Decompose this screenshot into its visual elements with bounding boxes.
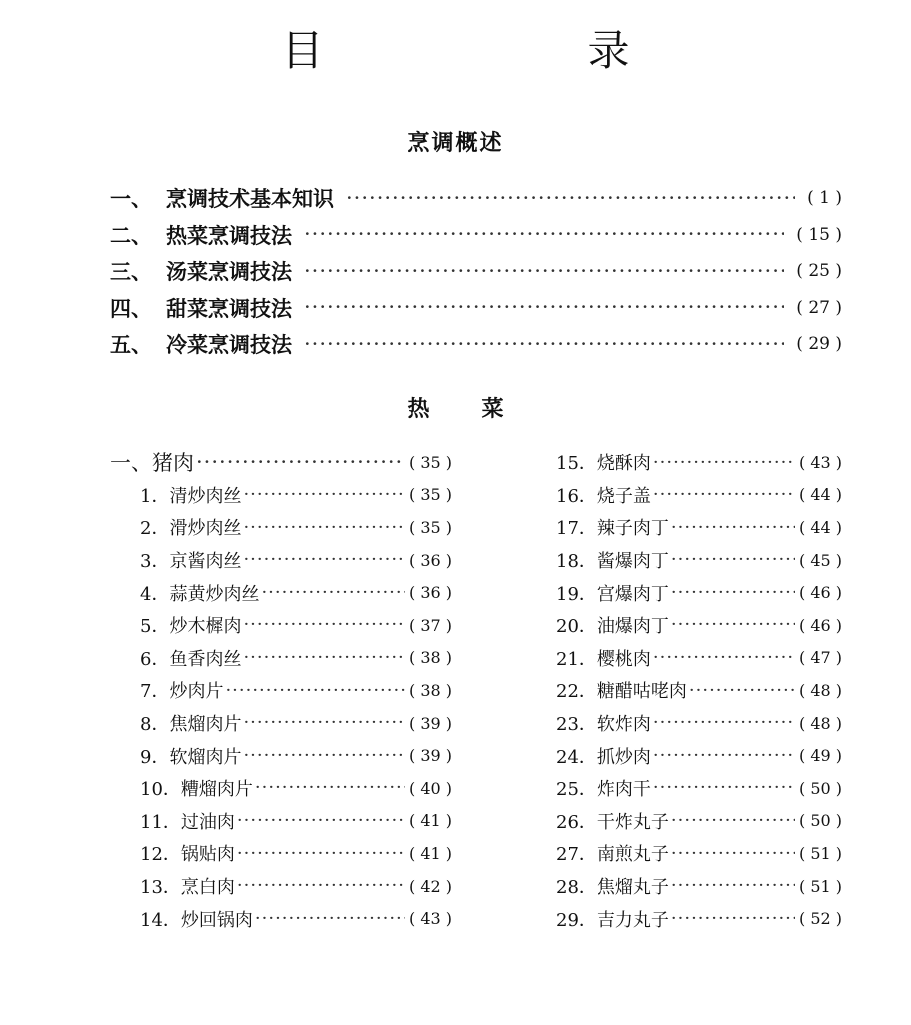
toc-entry-row[interactable] (526, 479, 842, 512)
toc-entry-label: 软熘肉片 (169, 746, 242, 768)
toc-entry-row[interactable] (110, 674, 452, 707)
toc-entry-label: 辣子肉丁 (596, 518, 669, 540)
toc-entry-label: 炒肉片 (169, 681, 224, 703)
dot-leader (671, 875, 795, 897)
dot-leader (304, 259, 784, 284)
toc-entry-number: 三、 (110, 259, 152, 285)
toc-entry-row[interactable] (526, 805, 842, 838)
dot-leader (237, 875, 405, 897)
toc-entry-label: 滑炒肉丝 (169, 518, 242, 540)
toc-entry-number: 16． (556, 485, 597, 507)
dot-leader (671, 614, 795, 636)
toc-page-number: ( 47 ) (798, 648, 842, 668)
toc-entry-label: 干炸丸子 (596, 811, 669, 833)
dot-leader (255, 777, 405, 799)
toc-page-number: ( 44 ) (798, 485, 842, 505)
toc-entry-row[interactable] (526, 739, 842, 772)
toc-entry-row[interactable] (526, 544, 842, 577)
toc-entry-number: 17． (556, 518, 597, 540)
toc-entry-number: 一、 (110, 451, 152, 476)
dot-leader (243, 517, 405, 539)
toc-entry-row[interactable] (110, 642, 452, 675)
toc-page-number: ( 39 ) (408, 746, 452, 766)
toc-page-number: ( 46 ) (798, 615, 842, 635)
dot-leader (671, 517, 795, 539)
toc-page-number: ( 52 ) (798, 909, 842, 929)
toc-page-number: ( 49 ) (798, 746, 842, 766)
toc-entry-label: 糟熘肉片 (180, 779, 253, 801)
dot-leader (653, 452, 795, 474)
dot-leader (237, 843, 405, 865)
toc-entry-row[interactable] (110, 870, 452, 903)
toc-entry-row[interactable] (526, 870, 842, 903)
toc-entry-label: 南煎丸子 (596, 844, 669, 866)
toc-entry-label: 锅贴肉 (180, 844, 235, 866)
toc-entry-label: 烹白肉 (180, 877, 235, 899)
toc-entry-number: 二、 (110, 222, 152, 248)
toc-page-number: ( 38 ) (408, 648, 452, 668)
toc-entry-number: 23． (556, 714, 597, 736)
toc-entry-label: 甜菜烹调技法 (166, 295, 292, 321)
toc-entry-row[interactable] (110, 511, 452, 544)
toc-entry-number: 7． (140, 681, 170, 703)
toc-entry-number: 14． (140, 909, 181, 931)
toc-entry-label: 油爆肉丁 (596, 616, 669, 638)
toc-page-number: ( 41 ) (408, 843, 452, 863)
dot-leader (237, 810, 405, 832)
toc-entry-row[interactable] (110, 576, 452, 609)
dot-leader (653, 777, 795, 799)
toc-entry-row[interactable] (110, 707, 452, 740)
dot-leader (304, 295, 784, 320)
toc-entry-row[interactable] (526, 511, 842, 544)
dot-leader (671, 549, 795, 571)
toc-entry-label: 鱼香肉丝 (169, 648, 242, 670)
toc-entry-number: 28． (556, 877, 597, 899)
overview-toc-list (110, 180, 842, 363)
toc-page-number: ( 15 ) (796, 224, 842, 245)
toc-entry-row[interactable] (110, 217, 842, 254)
toc-entry-number: 10． (140, 779, 181, 801)
toc-entry-row[interactable] (110, 805, 452, 838)
hot-dishes-right-column (526, 446, 842, 935)
toc-entry-row[interactable] (110, 739, 452, 772)
toc-page-number: ( 27 ) (796, 297, 842, 318)
dot-leader (671, 810, 795, 832)
toc-page-number: ( 36 ) (408, 550, 452, 570)
toc-entry-number: 25． (556, 779, 597, 801)
toc-entry-number: 3． (140, 551, 170, 573)
toc-page-number: ( 36 ) (408, 583, 452, 603)
toc-page-number: ( 43 ) (408, 909, 452, 929)
dot-leader (346, 186, 795, 211)
toc-entry-number: 8． (140, 714, 170, 736)
toc-entry-label: 樱桃肉 (596, 648, 651, 670)
toc-entry-number: 19． (556, 583, 597, 605)
dot-leader (243, 647, 405, 669)
toc-page-number: ( 50 ) (798, 811, 842, 831)
dot-leader (261, 582, 405, 604)
toc-entry-label: 烹调技术基本知识 (166, 186, 334, 212)
toc-page-number: ( 45 ) (798, 550, 842, 570)
toc-page-number: ( 42 ) (408, 876, 452, 896)
toc-entry-number: 一、 (110, 186, 152, 212)
toc-page-number: ( 40 ) (408, 778, 452, 798)
toc-page-number: ( 50 ) (798, 778, 842, 798)
toc-entry-label: 炸肉干 (596, 779, 651, 801)
toc-entry-number: 6． (140, 648, 170, 670)
toc-entry-row[interactable] (526, 772, 842, 805)
dot-leader (653, 484, 795, 506)
toc-entry-label: 京酱肉丝 (169, 551, 242, 573)
toc-entry-label: 炒木樨肉 (169, 616, 242, 638)
toc-entry-row[interactable] (110, 609, 452, 642)
toc-entry-row[interactable] (526, 837, 842, 870)
dot-leader (653, 647, 795, 669)
toc-page-number: ( 39 ) (408, 713, 452, 733)
toc-entry-label: 焦熘丸子 (596, 877, 669, 899)
toc-category-row[interactable] (110, 446, 452, 479)
toc-entry-label: 过油肉 (180, 811, 235, 833)
toc-entry-row[interactable] (110, 772, 452, 805)
toc-entry-number: 24． (556, 746, 597, 768)
toc-entry-row[interactable] (110, 253, 842, 290)
toc-entry-label: 糖醋咕咾肉 (596, 681, 687, 703)
dot-leader (196, 450, 405, 475)
toc-entry-label: 焦熘肉片 (169, 714, 242, 736)
toc-entry-number: 12． (140, 844, 181, 866)
toc-entry-label: 烧酥肉 (596, 453, 651, 475)
dot-leader (255, 908, 405, 930)
dot-leader (671, 582, 795, 604)
toc-page-number: ( 48 ) (798, 680, 842, 700)
dot-leader (243, 484, 405, 506)
toc-entry-number: 26． (556, 811, 597, 833)
toc-entry-label: 吉力丸子 (596, 909, 669, 931)
toc-entry-row[interactable] (110, 180, 842, 217)
toc-entry-label: 烧子盖 (596, 485, 651, 507)
toc-entry-row[interactable] (110, 837, 452, 870)
dot-leader (225, 680, 405, 702)
dot-leader (243, 614, 405, 636)
toc-entry-number: 22． (556, 681, 597, 703)
toc-entry-label: 汤菜烹调技法 (166, 259, 292, 285)
toc-page-number: ( 48 ) (798, 713, 842, 733)
toc-entry-number: 20． (556, 616, 597, 638)
toc-entry-number: 21． (556, 648, 597, 670)
toc-entry-number: 2． (140, 518, 170, 540)
toc-entry-row[interactable] (526, 642, 842, 675)
toc-entry-row[interactable] (110, 479, 452, 512)
toc-entry-row[interactable] (526, 674, 842, 707)
toc-entry-label: 炒回锅肉 (180, 909, 253, 931)
toc-entry-number: 五、 (110, 332, 152, 358)
toc-entry-label: 清炒肉丝 (169, 485, 242, 507)
toc-entry-number: 15． (556, 453, 597, 475)
toc-page-number: ( 35 ) (408, 517, 452, 537)
toc-entry-number: 13． (140, 877, 181, 899)
toc-page-number: ( 29 ) (796, 334, 842, 355)
toc-entry-label: 抓炒肉 (596, 746, 651, 768)
toc-entry-number: 11． (140, 811, 181, 833)
section-title-hot-dishes: 热菜 (407, 396, 556, 422)
toc-page-number: ( 1 ) (807, 188, 842, 209)
toc-entry-label: 宫爆肉丁 (596, 583, 669, 605)
section-title-overview: 烹调概述 (407, 130, 504, 156)
toc-entry-label: 蒜黄炒肉丝 (169, 583, 260, 605)
dot-leader (243, 712, 405, 734)
toc-entry-label: 冷菜烹调技法 (166, 332, 292, 358)
toc-entry-row[interactable] (526, 902, 842, 935)
toc-entry-number: 5． (140, 616, 170, 638)
toc-entry-label: 猪肉 (152, 451, 194, 476)
toc-entry-number: 29． (556, 909, 597, 931)
dot-leader (653, 712, 795, 734)
toc-entry-row[interactable] (110, 290, 842, 327)
toc-entry-number: 9． (140, 746, 170, 768)
toc-page-number: ( 51 ) (798, 876, 842, 896)
toc-page-number: ( 25 ) (796, 261, 842, 282)
toc-entry-label: 酱爆肉丁 (596, 551, 669, 573)
toc-page-number: ( 35 ) (408, 485, 452, 505)
toc-page-number: ( 46 ) (798, 583, 842, 603)
hot-dishes-left-column (110, 446, 452, 935)
toc-page-number: ( 44 ) (798, 517, 842, 537)
toc-entry-row[interactable] (526, 446, 842, 479)
toc-page-number: ( 38 ) (408, 680, 452, 700)
toc-entry-number: 4． (140, 583, 170, 605)
toc-entry-row[interactable] (110, 326, 842, 363)
toc-page-number: ( 51 ) (798, 843, 842, 863)
dot-leader (689, 680, 795, 702)
toc-page-number: ( 35 ) (408, 452, 452, 472)
dot-leader (304, 332, 784, 357)
toc-page-number: ( 43 ) (798, 452, 842, 472)
toc-entry-row[interactable] (110, 902, 452, 935)
dot-leader (243, 549, 405, 571)
toc-entry-label: 热菜烹调技法 (166, 222, 292, 248)
toc-entry-number: 1． (140, 485, 170, 507)
toc-entry-row[interactable] (110, 544, 452, 577)
dot-leader (671, 843, 795, 865)
toc-entry-number: 27． (556, 844, 597, 866)
toc-entry-number: 四、 (110, 295, 152, 321)
dot-leader (304, 222, 784, 247)
dot-leader (243, 745, 405, 767)
dot-leader (671, 908, 795, 930)
toc-entry-row[interactable] (526, 576, 842, 609)
toc-entry-number: 18． (556, 551, 597, 573)
toc-page-number: ( 37 ) (408, 615, 452, 635)
dot-leader (653, 745, 795, 767)
toc-entry-row[interactable] (526, 609, 842, 642)
page-title: 目 录 (281, 26, 690, 75)
toc-page-number: ( 41 ) (408, 811, 452, 831)
toc-entry-label: 软炸肉 (596, 714, 651, 736)
toc-entry-row[interactable] (526, 707, 842, 740)
